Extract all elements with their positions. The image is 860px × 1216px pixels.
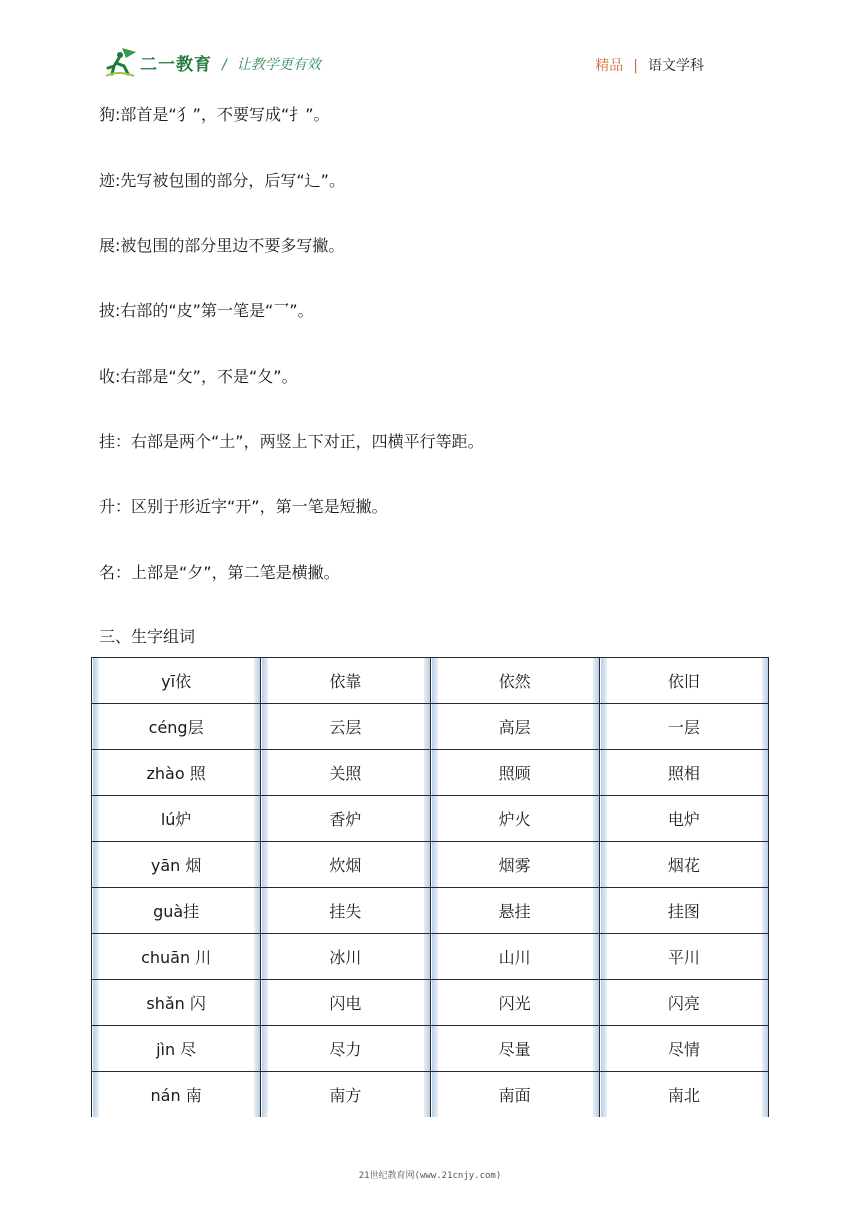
logo-text: 二一教育 bbox=[140, 54, 212, 75]
table-cell-character: lú炉 bbox=[92, 796, 261, 842]
table-cell-word: 悬挂 bbox=[430, 888, 599, 934]
table-cell-character: jìn 尽 bbox=[92, 1026, 261, 1072]
table-cell-word: 一层 bbox=[599, 704, 768, 750]
table-cell-word: 云层 bbox=[261, 704, 430, 750]
table-cell-word: 高层 bbox=[430, 704, 599, 750]
table-cell-word: 平川 bbox=[599, 934, 768, 980]
note-ji: 迹:先写被包围的部分，后写“辶”。 bbox=[99, 171, 345, 190]
table-row bbox=[92, 980, 769, 1026]
table-cell-word: 南方 bbox=[261, 1072, 430, 1118]
table-cell-word: 挂失 bbox=[261, 888, 430, 934]
slogan bbox=[222, 54, 321, 74]
table-row bbox=[92, 704, 769, 750]
subject-label bbox=[595, 55, 704, 75]
table-cell-word: 炉火 bbox=[430, 796, 599, 842]
table-cell-word: 依旧 bbox=[599, 658, 768, 704]
logo bbox=[104, 46, 212, 78]
table-cell-word: 冰川 bbox=[261, 934, 430, 980]
table-cell-word: 电炉 bbox=[599, 796, 768, 842]
table-cell-word: 依靠 bbox=[261, 658, 430, 704]
table-cell-word: 烟雾 bbox=[430, 842, 599, 888]
table-cell-character: nán 南 bbox=[92, 1072, 261, 1118]
table-cell-word: 依然 bbox=[430, 658, 599, 704]
table-cell-character: céng层 bbox=[92, 704, 261, 750]
word-table bbox=[91, 657, 769, 1117]
table-row bbox=[92, 934, 769, 980]
table-cell-word: 烟花 bbox=[599, 842, 768, 888]
table-cell-word: 山川 bbox=[430, 934, 599, 980]
table-row bbox=[92, 796, 769, 842]
table-cell-word: 挂图 bbox=[599, 888, 768, 934]
table-cell-word: 照相 bbox=[599, 750, 768, 796]
table-row bbox=[92, 1072, 769, 1118]
note-pi: 披:右部的“皮”第一笔是“乛”。 bbox=[99, 301, 314, 320]
note-zhan: 展:被包围的部分里边不要多写撇。 bbox=[99, 236, 345, 255]
table-cell-word: 香炉 bbox=[261, 796, 430, 842]
table-row bbox=[92, 658, 769, 704]
note-gua: 挂：右部是两个“土”，两竖上下对正，四横平行等距。 bbox=[99, 432, 484, 451]
quality-badge: 精品 bbox=[595, 58, 624, 74]
table-cell-character: guà挂 bbox=[92, 888, 261, 934]
table-cell-character: yān 烟 bbox=[92, 842, 261, 888]
table-cell-character: zhào 照 bbox=[92, 750, 261, 796]
table-cell-word: 尽情 bbox=[599, 1026, 768, 1072]
table-row bbox=[92, 842, 769, 888]
footer: 21世纪教育网(www.21cnjy.com) bbox=[358, 1171, 502, 1181]
table-cell-word: 照顾 bbox=[430, 750, 599, 796]
table-cell-word: 南面 bbox=[430, 1072, 599, 1118]
table-row bbox=[92, 888, 769, 934]
note-sheng: 升：区别于形近字“开”，第一笔是短撇。 bbox=[99, 497, 388, 516]
slogan-text: 让教学更有效 bbox=[236, 57, 321, 73]
slogan-separator: / bbox=[222, 57, 227, 73]
table-cell-character: chuān 川 bbox=[92, 934, 261, 980]
note-ming: 名：上部是“夕”，第二笔是横撇。 bbox=[99, 563, 340, 582]
subject-name: 语文学科 bbox=[648, 58, 704, 74]
table-cell-word: 闪亮 bbox=[599, 980, 768, 1026]
subject-divider: | bbox=[633, 58, 638, 74]
note-shou: 收:右部是“攵”，不是“夂”。 bbox=[99, 367, 298, 386]
table-cell-word: 关照 bbox=[261, 750, 430, 796]
table-cell-word: 南北 bbox=[599, 1072, 768, 1118]
section-title: 三、生字组词 bbox=[99, 627, 196, 646]
table-cell-word: 尽量 bbox=[430, 1026, 599, 1072]
table-row bbox=[92, 1026, 769, 1072]
table-cell-character: yī依 bbox=[92, 658, 261, 704]
note-gou: 狗:部首是“犭”，不要写成“扌”。 bbox=[99, 105, 330, 124]
table-cell-word: 闪光 bbox=[430, 980, 599, 1026]
table-cell-character: shǎn 闪 bbox=[92, 980, 261, 1026]
page-header bbox=[0, 0, 860, 90]
table-row bbox=[92, 750, 769, 796]
table-cell-word: 闪电 bbox=[261, 980, 430, 1026]
runner-logo-icon bbox=[104, 46, 138, 78]
table-cell-word: 尽力 bbox=[261, 1026, 430, 1072]
table-cell-word: 炊烟 bbox=[261, 842, 430, 888]
